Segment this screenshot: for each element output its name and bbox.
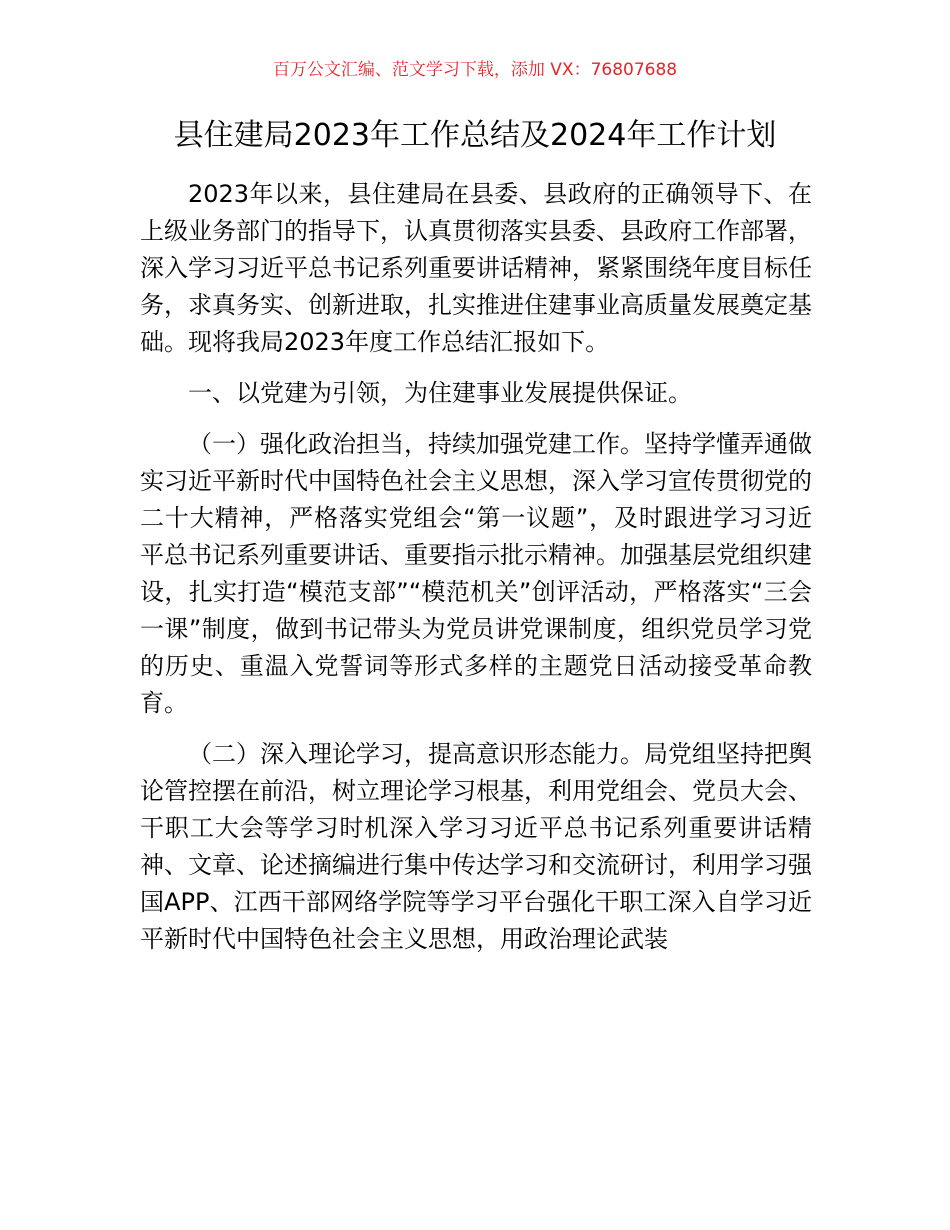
paragraph-intro: 2023年以来，县住建局在县委、县政府的正确领导下、在上级业务部门的指导下，认真贯彻落实县委、县政府工作部署，深入学习习近平总书记系列重要讲话精神，紧紧围绕年度目标任务，求真务实、创新进取，扎实推进住建事业高质量发展奠定基础。现将我局2023年度工作总结汇报如下。: [140, 180, 812, 356]
section-heading-party-building: 一、以党建为引领，为住建事业发展提供保证。: [188, 379, 692, 407]
paragraph-theory-study: （二）深入理论学习，提高意识形态能力。局党组坚持把舆论管控摆在前沿，树立理论学习根基，利用党组会、党员大会、干职工大会等学习时机深入学习习近平总书记系列重要讲话精神、文章、论述摘编进行集中传达学习和交流研讨，利用学习强国APP、江西干部网络学院等学习平台强化干职工深入自学习近平新时代中国特色社会主义思想，用政治理论武装: [140, 740, 812, 953]
document-body: [140, 176, 812, 958]
watermark-banner: 百万公文汇编、范文学习下载，添加 VX：76807688: [272, 60, 678, 80]
document-title: 县住建局2023年工作总结及2024年工作计划: [173, 118, 777, 153]
paragraph-political-responsibility: （一）强化政治担当，持续加强党建工作。坚持学懂弄通做实习近平新时代中国特色社会主义思想，深入学习宣传贯彻党的二十大精神，严格落实党组会“第一议题”，及时跟进学习习近平总书记系列重要讲话、重要指示批示精神。加强基层党组织建设，扎实打造“模范支部”“模范机关”创评活动，严格落实“三会一课”制度，做到书记带头为党员讲党课制度，组织党员学习党的历史、重温入党誓词等形式多样的主题党日活动接受革命教育。: [140, 430, 812, 717]
